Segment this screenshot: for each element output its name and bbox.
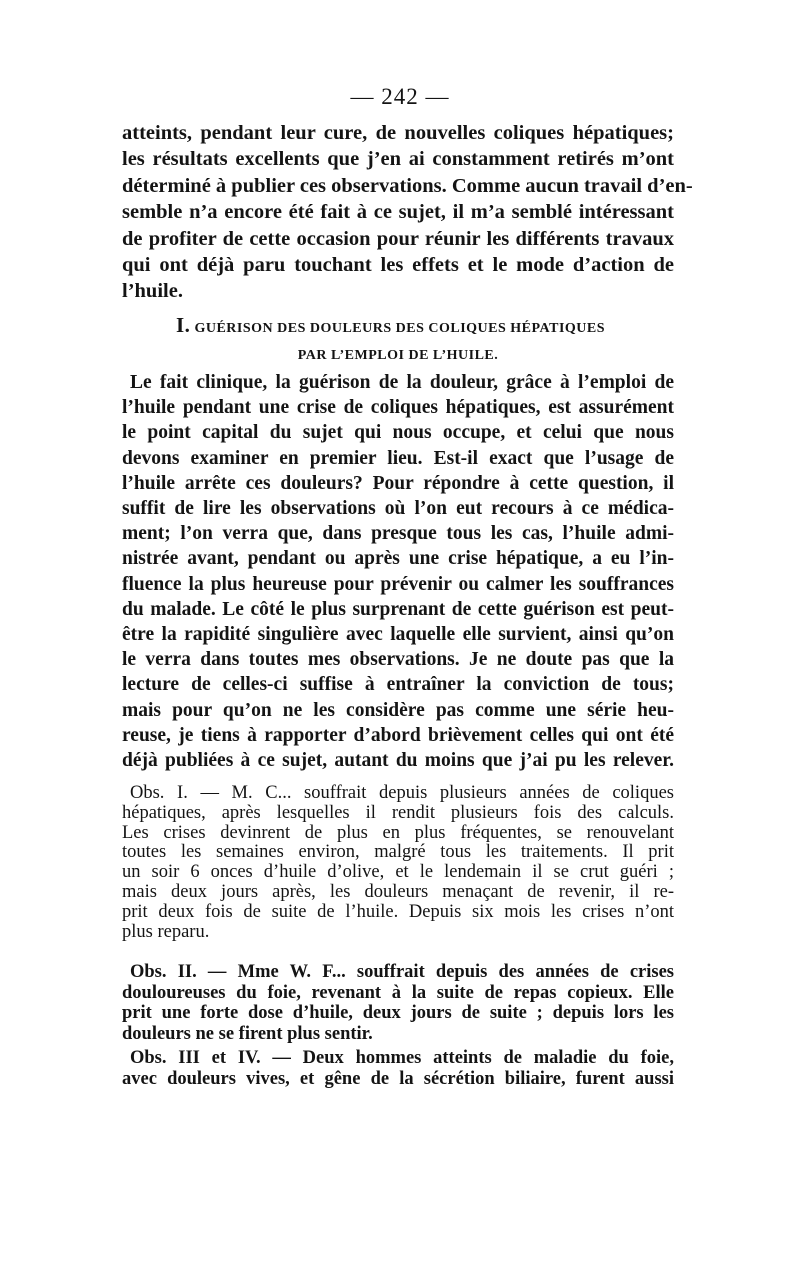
- page-number: — 242 —: [350, 84, 450, 109]
- text-line: déjà publiées à ce sujet, autant du moins que j’ai pu les relever.: [122, 750, 674, 772]
- text-line: les résultats excellents que j’en ai constamment retirés m’ont: [122, 148, 674, 171]
- text-line: Les crises devinrent de plus en plus fréquentes, se renouvelant: [122, 822, 674, 843]
- section-heading: [122, 312, 674, 369]
- heading-line: PAR L’EMPLOI DE L’HUILE.: [297, 348, 499, 363]
- text-line: Obs. III et IV. — Deux hommes atteints de maladie du foie,: [130, 1048, 674, 1068]
- text-line: l’huile.: [122, 280, 183, 303]
- text-line: atteints, pendant leur cure, de nouvelles coliques hépatiques;: [122, 122, 674, 144]
- heading-title: GUÉRISON DES DOULEURS DES COLIQUES HÉPATIQUES: [194, 321, 606, 336]
- observation-1: [122, 784, 674, 942]
- text-line: lecture de celles-ci suffise à entraîner la conviction de tous;: [122, 674, 674, 696]
- text-line: prit deux fois de suite de l’huile. Depuis six mois les crises n’ont: [122, 901, 674, 922]
- text-line: fluence la plus heureuse pour prévenir ou calmer les souffrances: [122, 573, 674, 595]
- text-line: nistrée avant, pendant ou après une crise hépatique, a eu l’in-: [122, 548, 674, 570]
- text-line: douleurs ne se firent plus sentir.: [122, 1023, 373, 1044]
- section-number: I.: [176, 313, 191, 337]
- main-paragraph: [122, 370, 674, 773]
- text-line: reuse, je tiens à rapporter d’abord brièvement celles qui ont été: [122, 724, 674, 746]
- text-line: qui ont déjà paru touchant les effets et le mode d’action de: [122, 254, 674, 277]
- text-line: ment; l’on verra que, dans presque tous les cas, l’huile admi-: [122, 523, 674, 545]
- text-line: Obs. I. — M. C... souffrait depuis plusieurs années de coliques: [130, 783, 674, 803]
- observation-2: [122, 962, 674, 1044]
- text-line: déterminé à publier ces observations. Comme aucun travail d’en-: [122, 174, 693, 197]
- text-line: un soir 6 onces d’huile d’olive, et le lendemain il se crut guéri ;: [122, 862, 674, 883]
- text-line: l’huile pendant une crise de coliques hépatiques, est assurément: [122, 397, 674, 419]
- text-line: semble n’a encore été fait à ce sujet, il m’a semblé intéressant: [122, 201, 674, 224]
- text-line: toutes les semaines environ, malgré tous les traitements. Il prit: [122, 842, 674, 863]
- text-line: plus reparu.: [122, 921, 210, 942]
- text-line: avec douleurs vives, et gêne de la sécrétion biliaire, furent aussi: [122, 1068, 674, 1089]
- text-line: l’huile arrête ces douleurs? Pour répondre à cette question, il: [122, 472, 674, 494]
- text-line: Obs. II. — Mme W. F... souffrait depuis des années de crises: [130, 962, 674, 982]
- text-line: mais pour qu’on ne les considère pas comme une série heu-: [122, 699, 674, 721]
- text-line: devons examiner en premier lieu. Est-il exact que l’usage de: [122, 447, 674, 469]
- observation-3-4: [122, 1048, 674, 1089]
- text-line: du malade. Le côté le plus surprenant de cette guérison est peut-: [122, 598, 674, 620]
- text-line: Le fait clinique, la guérison de la douleur, grâce à l’emploi de: [130, 372, 674, 393]
- text-line: le point capital du sujet qui nous occupe, et celui que nous: [122, 422, 674, 444]
- text-line: hépatiques, après lesquelles il rendit plusieurs fois des calculs.: [122, 802, 674, 823]
- text-line: mais deux jours après, les douleurs menaçant de revenir, il re-: [122, 881, 674, 902]
- text-line: suffit de lire les observations où l’on eut recours à ce médica-: [122, 498, 674, 520]
- text-line: de profiter de cette occasion pour réunir les différents travaux: [122, 227, 674, 250]
- text-line: douloureuses du foie, revenant à la suite de repas copieux. Elle: [122, 982, 674, 1003]
- intro-paragraph: [122, 120, 693, 305]
- heading-line: [122, 312, 674, 342]
- text-line: être la rapidité singulière avec laquelle elle survient, ainsi qu’on: [122, 624, 674, 646]
- text-line: prit une forte dose d’huile, deux jours de suite ; depuis lors les: [122, 1003, 674, 1024]
- text-line: le verra dans toutes mes observations. Je ne doute pas que la: [122, 649, 674, 671]
